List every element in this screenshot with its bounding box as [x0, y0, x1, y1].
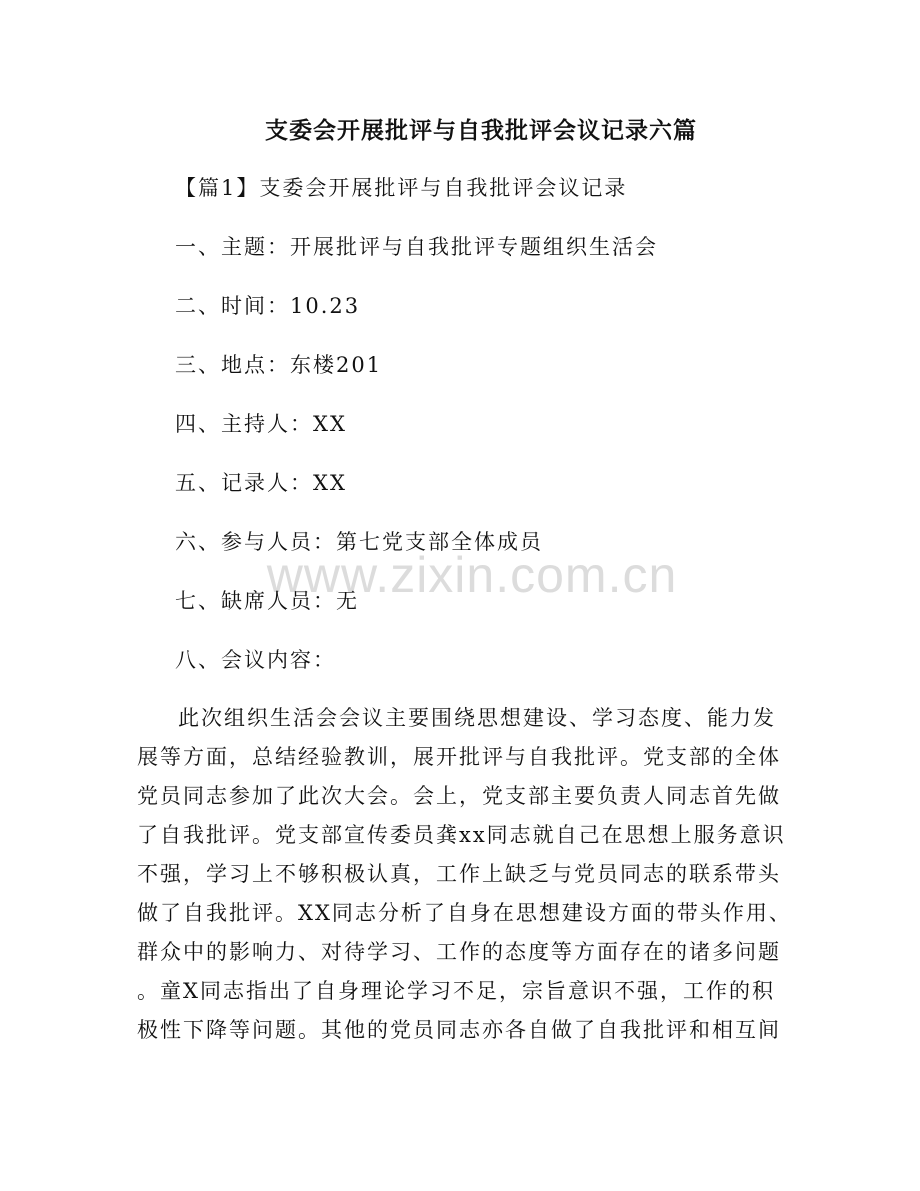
- paragraph-line: 不强，学习上不够积极认真，工作上缺乏与党员同志的联系带头: [137, 862, 781, 886]
- paragraph-line: 群众中的影响力、对待学习、工作的态度等方面存在的诸多问题: [137, 940, 781, 964]
- meeting-item-location: 三、地点：东楼201: [175, 353, 383, 377]
- paragraph-line: 。童X同志指出了自身理论学习不足，宗旨意识不强，工作的积: [137, 979, 775, 1003]
- paragraph-line: 此次组织生活会会议主要围绕思想建设、学习态度、能力发: [178, 706, 776, 730]
- section-heading: 【篇1】支委会开展批评与自我批评会议记录: [175, 176, 628, 200]
- paragraph-line: 党员同志参加了此次大会。会上，党支部主要负责人同志首先做: [137, 784, 781, 808]
- meeting-item-topic: 一、主题：开展批评与自我批评专题组织生活会: [175, 235, 658, 259]
- watermark: www.zixin.com.cn: [266, 547, 678, 603]
- meeting-item-recorder: 五、记录人：XX: [175, 471, 347, 495]
- paragraph-line: 展等方面，总结经验教训，展开批评与自我批评。党支部的全体: [137, 745, 781, 769]
- meeting-item-content-heading: 八、会议内容：: [175, 648, 336, 672]
- paragraph-line: 了自我批评。党支部宣传委员龚xx同志就自己在思想上服务意识: [137, 823, 786, 847]
- paragraph-line: 做了自我批评。XX同志分析了自身在思想建设方面的带头作用、: [137, 901, 792, 925]
- meeting-item-time: 二、时间：10.23: [175, 294, 361, 318]
- paragraph-line: 极性下降等问题。其他的党员同志亦各自做了自我批评和相互间: [137, 1018, 781, 1042]
- meeting-info-list: [175, 159, 658, 690]
- meeting-content-paragraph: [137, 699, 797, 1050]
- meeting-item-absentees: 七、缺席人员：无: [175, 589, 359, 613]
- meeting-item-participants: 六、参与人员：第七党支部全体成员: [175, 530, 543, 554]
- meeting-item-host: 四、主持人：XX: [175, 412, 347, 436]
- document-title: 支委会开展批评与自我批评会议记录六篇: [265, 117, 697, 144]
